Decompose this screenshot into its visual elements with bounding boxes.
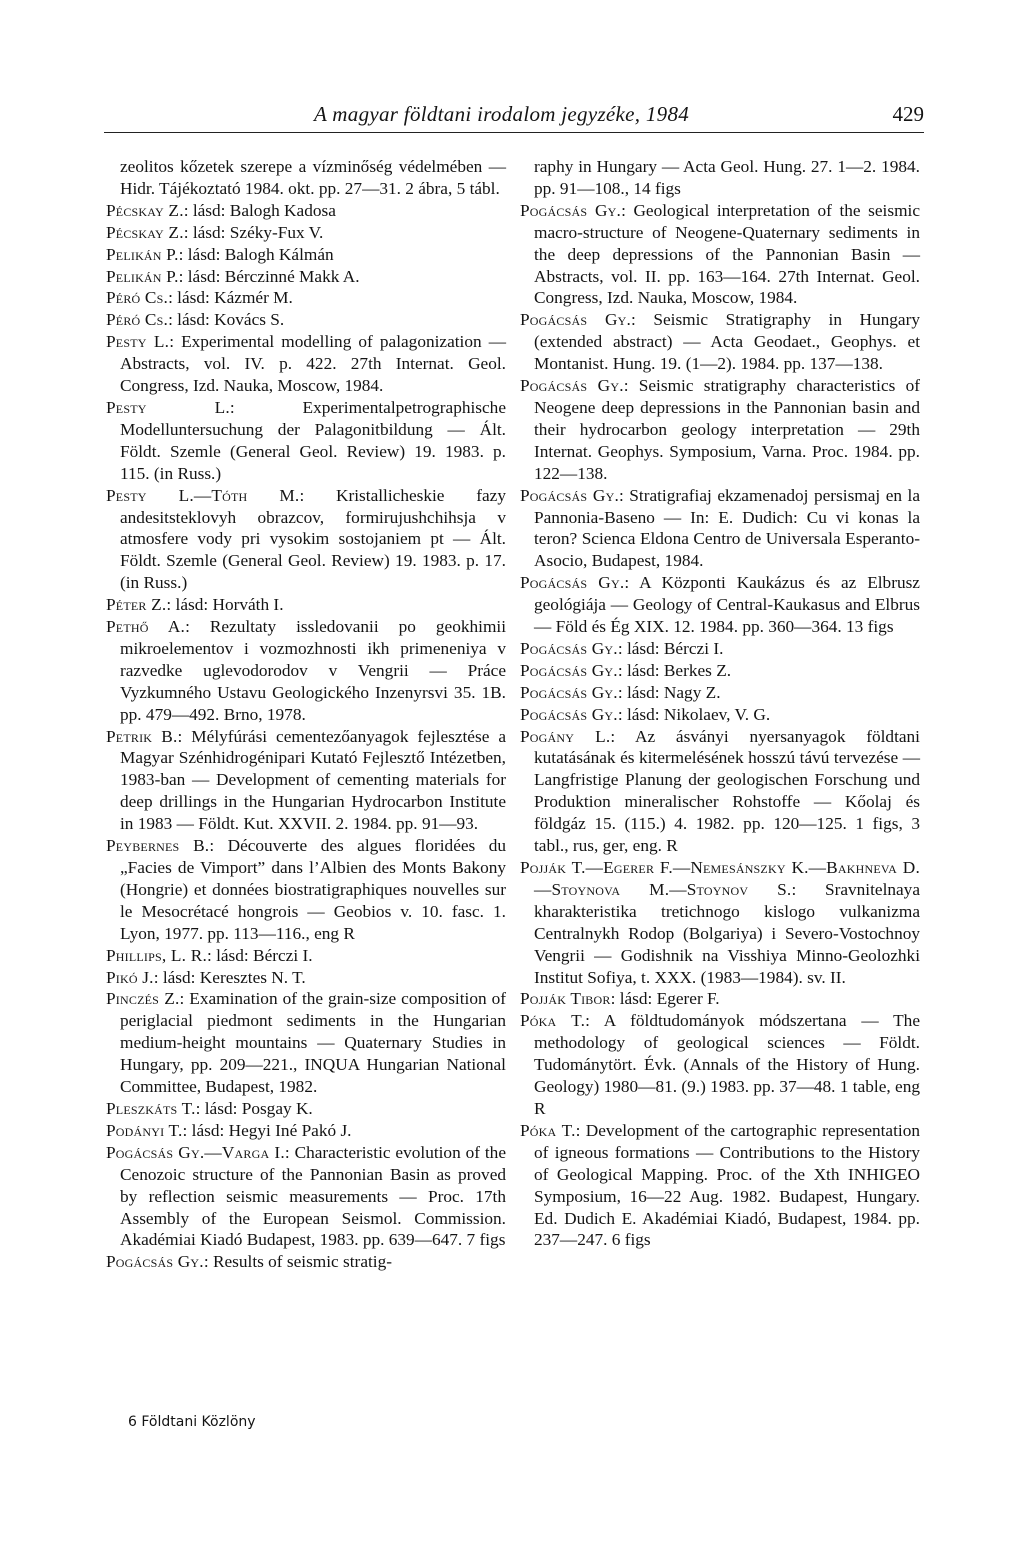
entry-author: Pogácsás Gy.	[520, 660, 618, 680]
bibliography-entry	[106, 1142, 506, 1252]
entry-author: Pogácsás Gy.—Varga I.	[106, 1142, 285, 1162]
right-column	[520, 156, 920, 1251]
entry-text: : Kristallicheskie fazy andesitsteklovyh obrazcov, formirujushchihsja v atmosfere vody pri vysokim sostojaniem pt — Ált. Földt. Szemle (General Geol. Review) 19. 1983. p. 17. (in Russ.)	[120, 485, 506, 593]
entry-author: Pogácsás Gy.	[520, 485, 619, 505]
entry-author: Póka T.	[520, 1011, 586, 1031]
bibliography-entry	[106, 945, 506, 967]
bibliography-entry	[106, 485, 506, 595]
bibliography-entry	[106, 397, 506, 485]
bibliography-entry	[106, 244, 506, 266]
entry-author: Petrik B.	[106, 726, 178, 746]
entry-author: Pojják Tibor	[520, 989, 611, 1009]
entry-text: : lásd: Egerer F.	[610, 989, 720, 1009]
bibliography-entry	[520, 1010, 920, 1120]
entry-author: Péró Cs.	[106, 288, 169, 308]
entry-text: : Results of seismic stratig-	[203, 1252, 392, 1272]
entry-author: Pogácsás Gy.	[520, 638, 618, 658]
entry-author: Pikó J.	[106, 967, 154, 987]
entry-author: Pécskay Z.	[106, 200, 184, 220]
entry-author: Pelikán P.	[106, 266, 179, 286]
entry-text: : Seismic stratigraphy characteristics of Neogene deep depressions in the Pannonian basin and their hydrocarbon geology interpretation — 29th Internat. Geophys. Symposium, Varna. Proc. 1984. pp. 122—138.	[534, 376, 920, 483]
entry-author: Phillips, L. R.	[106, 945, 207, 965]
entry-text: : lásd: Nagy Z.	[617, 682, 721, 702]
entry-text: : lásd: Széky-Fux V.	[183, 222, 324, 242]
entry-text: : lásd: Horváth I.	[166, 595, 284, 615]
entry-author: Pogácsás Gy.	[520, 376, 624, 396]
entry-author: Pelikán P.	[106, 244, 179, 264]
bibliography-entry	[106, 331, 506, 397]
bibliography-entry	[106, 156, 506, 200]
entry-text: : Examination of the grain-size composition of periglacial piedmont sediments in the Hungarian medium-height mountains — Quaternary Studies in Hungary, pp. 209—221., INQUA Hungarian National Committee, Budapest, 1982.	[120, 989, 506, 1097]
entry-author: Pethő A.	[106, 617, 186, 637]
sheet-signature: 6 Földtani Közlöny	[128, 1414, 256, 1430]
entry-text: : Rezultaty issledovanii po geokhimii mikroelementov i vozmozhnosti ikh primeneniya v razvedke uglevodorodov v Vengrii — Práce Vyzkumného Ustavu Geologického Inzenyrsvi 35. 1B. pp. 479—492. Brno, 1978.	[120, 617, 506, 724]
bibliography-entry	[106, 222, 506, 244]
bibliography-entry	[520, 572, 920, 638]
entry-text: : lásd: Kázmér M.	[168, 288, 293, 308]
bibliography-entry	[106, 200, 506, 222]
entry-text: : Development of the cartographic representation of igneous formations — Contributions to the History of Geological Mapping. Proc. of the Xth INHIGEO Symposium, 16—22 Aug. 1982. Budapest, Hungary. Ed. Dudich E. Akadémiai Kiadó, Budapest, 1984. pp. 237—247. 6 figs	[534, 1120, 920, 1250]
entry-author: Pogácsás Gy.	[520, 310, 632, 330]
entry-author: Pogány L.	[520, 726, 611, 746]
bibliography-entry	[520, 375, 920, 485]
entry-text: : A Központi Kaukázus és az Elbrusz geológiája — Geology of Central-Kaukasus and Elbrus — Föld és Ég XIX. 12. 1984. pp. 360—364. 13 figs	[534, 573, 920, 637]
bibliography-entry	[520, 1120, 920, 1251]
entry-author: Pesty L.	[106, 397, 230, 417]
page-number: 429	[892, 102, 924, 126]
entry-text: : lásd: Posgay K.	[195, 1098, 313, 1118]
entry-text: : lásd: Bérczi I.	[206, 945, 313, 965]
bibliography-entry	[520, 309, 920, 375]
bibliography-entry	[106, 266, 506, 288]
bibliography-entry	[106, 1098, 506, 1120]
entry-text: : Découverte des algues floridées du „Facies de Vimport” dans l’Albien des Monts Bakony (Hongrie) et données biostratigraphiques nouvelles sur le Mesocrétacé hongrois — Geobios v. 10. fasc. 1. Lyon, 1977. pp. 113—116., eng R	[120, 836, 506, 943]
entry-text: : Characteristic evolution of the Cenozoic structure of the Pannonian Basin as proved by reflection seismic measurements — Proc. 17th Assembly of the European Seismol. Commission. Akadémiai Kiadó Budapest, 1983. pp. 639—647. 7 figs	[120, 1142, 506, 1250]
entry-text: : Stratigrafiaj ekzamenadoj persismaj en la Pannonia-Baseno — In: E. Dudich: Cu vi konas la teron? Scienca Eldona Centro de Universala Esperanto-Asocio, Budapest, 1984.	[534, 485, 920, 571]
entry-author: Póka T.	[520, 1120, 576, 1140]
entry-author: Péró Cs.	[106, 310, 169, 330]
entry-text: : Mélyfúrási cementezőanyagok fejlesztése a Magyar Szénhidrogénipari Kutató Fejlesztő Intézetben, 1983-ban — Development of cementing materials for deep drillings in the Hungarian Hydrocarbon Institute in 1983 — Földt. Kut. XXVII. 2. 1984. pp. 91—93.	[120, 726, 506, 834]
bibliography-entry	[106, 1251, 506, 1273]
entry-text: : lásd: Hegyi Iné Pakó J.	[182, 1120, 352, 1140]
bibliography-entry	[106, 594, 506, 616]
entry-text: : A földtudományok módszertana — The methodology of geological sciences — Földt. Tudománytört. Évk. (Annals of the History of Hung. Geology) 1980—81. (9.) 1983. pp. 37—48. 1 table, eng R	[534, 1011, 920, 1118]
entry-author: Pojják T.—Egerer F.—Nemesánszky K.—Bakhneva D.—Stoynova M.—Stoynov S.	[520, 858, 920, 899]
entry-author: Peybernes B.	[106, 836, 210, 856]
entry-author: Pinczés Z.	[106, 989, 180, 1009]
entry-author: Pogácsás Gy.	[520, 682, 618, 702]
entry-text: : Experimentalpetrographische Modelluntersuchung der Palagonitbildung — Ált. Földt. Szemle (General Geol. Review) 19. 1983. p. 115. (in Russ.)	[120, 397, 506, 483]
entry-author: Pogácsás Gy.	[520, 573, 625, 593]
bibliography-entry	[520, 682, 920, 704]
bibliography-entry	[106, 1120, 506, 1142]
page-header	[104, 98, 924, 133]
bibliography-entry	[106, 835, 506, 945]
entry-text: : Az ásványi nyersanyagok földtani kutatásának és kitermelésének hosszú távú tervezése — Langfristige Planung der geologischen Forschung und Produktion mineralischer Rohstoffe — Kőolaj és földgáz 15. (115.) 4. 1982. pp. 120—125. 1 figs, 3 tabl., rus, ger, eng. R	[534, 726, 920, 856]
entry-text: : lásd: Bérczinné Makk A.	[178, 266, 360, 286]
entry-text: : Geological interpretation of the seismic macro-structure of Neogene-Quaternary sediments in the deep depressions of the Pannonian Basin — Abstracts, vol. II. pp. 163—164. 27th Internat. Geol. Congress, Izd. Nauka, Moscow, 1984.	[534, 200, 920, 308]
running-title: A magyar földtani irodalom jegyzéke, 1984	[314, 102, 690, 126]
entry-author: Pesty L.—Tóth M.	[106, 485, 300, 505]
entry-author: Pesty L.	[106, 332, 170, 352]
bibliography-entry	[106, 287, 506, 309]
bibliography-entry	[520, 660, 920, 682]
bibliography-entry	[520, 857, 920, 988]
bibliography-entry	[520, 485, 920, 573]
entry-text: : Experimental modelling of palagonization — Abstracts, vol. IV. p. 422. 27th Internat. Geol. Congress, Izd. Nauka, Moscow, 1984.	[120, 332, 506, 396]
entry-author: Pécskay Z.	[106, 222, 184, 242]
entry-text: : lásd: Balogh Kálmán	[178, 244, 334, 264]
bibliography-entry	[520, 638, 920, 660]
bibliography-entry	[520, 988, 920, 1010]
bibliography-entry	[520, 704, 920, 726]
entry-text: : lásd: Keresztes N. T.	[153, 967, 306, 987]
entry-author: Pogácsás Gy.	[106, 1252, 204, 1272]
entry-author: Podányi T.	[106, 1120, 183, 1140]
bibliography-entry	[106, 309, 506, 331]
entry-text: : lásd: Berkes Z.	[617, 660, 732, 680]
bibliography-entry	[106, 616, 506, 726]
bibliography-entry	[520, 200, 920, 310]
entry-text: : lásd: Nikolaev, V. G.	[617, 704, 771, 724]
entry-author: Péter Z.	[106, 595, 167, 615]
entry-text: : lásd: Kovács S.	[168, 310, 285, 330]
bibliography-entry	[106, 988, 506, 1098]
bibliography-entry	[106, 726, 506, 836]
bibliography-entry	[106, 967, 506, 989]
entry-author: Pogácsás Gy.	[520, 704, 618, 724]
entry-author: Pleszkáts T.	[106, 1098, 196, 1118]
entry-text: : Sravnitelnaya kharakteristika tretichnogo kislogo vulkanizma Centralnykh Rodop (Bolgariya) i Severo-Vostochnoy Vengrii — Godishnik na Visshiya Minno-Geolozhki Institut Sofiya, t. XXX. (1983—1984). sv. II.	[534, 879, 920, 987]
entry-text: : lásd: Bérczi I.	[617, 638, 724, 658]
left-column	[106, 156, 506, 1273]
entry-author: Pogácsás Gy.	[520, 200, 622, 220]
bibliography-entry	[520, 726, 920, 857]
bibliography-entry	[520, 156, 920, 200]
entry-text: zeolitos kőzetek szerepe a vízminőség védelmében — Hidr. Tájékoztató 1984. okt. pp. 27—31. 2 ábra, 5 tábl.	[120, 157, 506, 198]
entry-text: : Seismic Stratigraphy in Hungary (extended abstract) — Acta Geodaet., Geophys. et Montanist. Hung. 19. (1—2). 1984. pp. 137—138.	[534, 310, 920, 374]
entry-text: : lásd: Balogh Kadosa	[183, 200, 336, 220]
entry-text: raphy in Hungary — Acta Geol. Hung. 27. 1—2. 1984. pp. 91—108., 14 figs	[534, 157, 920, 198]
